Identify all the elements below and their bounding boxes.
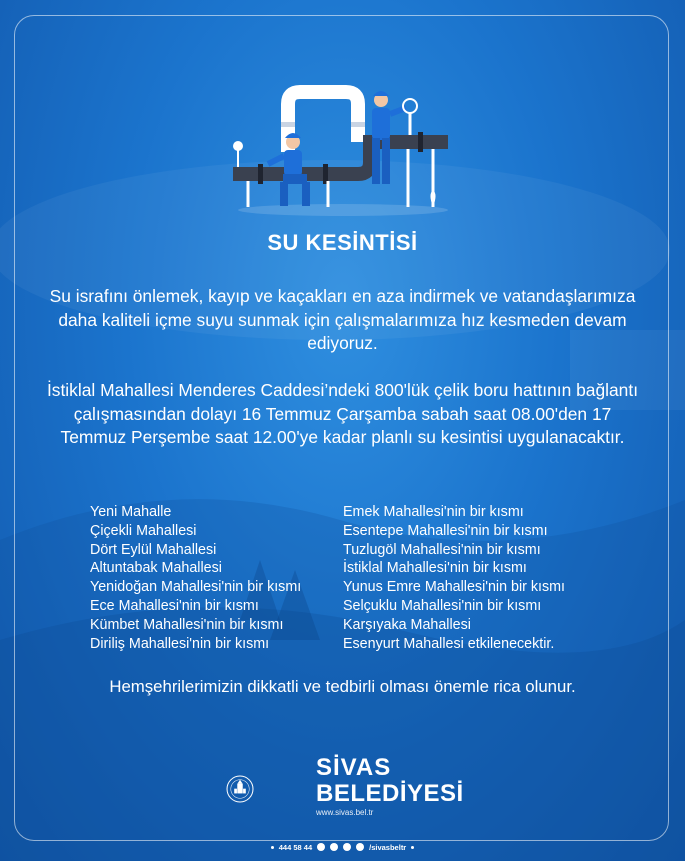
neighborhood-list-right <box>343 503 565 653</box>
list-item: Dört Eylül Mahallesi <box>90 541 217 558</box>
pipe-illustration <box>228 82 458 222</box>
social-handle[interactable]: /sivasbeltr <box>369 842 407 852</box>
intro-paragraph: Su israfını önlemek, kayıp ve kaçakları en aza indirmek ve vatandaşlarımıza daha kaliteli içme suyu sunmak için çalışmalarımıza hız kesmeden devam ediyoruz. <box>49 286 636 353</box>
list-item: Selçuklu Mahallesi'nin bir kısmı <box>343 597 542 614</box>
facebook-icon[interactable] <box>317 843 325 851</box>
website-link[interactable]: www.sivas.bel.tr <box>316 808 374 817</box>
logo-subtitle: BELEDİYESİ <box>316 780 464 807</box>
details-paragraph: İstiklal Mahallesi Menderes Caddesi’ndeki 800'lük çelik boru hattının bağlantı çalışmasından dolayı 16 Temmuz Çarşamba sabah saat 08.00'den 17 Temmuz Perşembe saat 12.00'ye kadar planlı su kesintisi uygulanacaktır. <box>46 380 639 447</box>
list-item: Altuntabak Mahallesi <box>90 560 222 577</box>
phone-number: 444 58 44 <box>278 842 313 852</box>
list-item: Yeni Mahalle <box>90 504 172 520</box>
youtube-icon[interactable] <box>356 843 364 851</box>
list-item: Kümbet Mahallesi'nin bir kısmı <box>90 616 284 633</box>
x-icon[interactable] <box>330 843 338 851</box>
list-item: Çiçekli Mahallesi <box>90 522 197 539</box>
list-item: Diriliş Mahallesi'nin bir kısmı <box>90 635 270 652</box>
page-title: SU KESİNTİSİ <box>267 230 418 255</box>
neighborhood-list-left <box>90 503 301 653</box>
list-item: İstiklal Mahallesi'nin bir kısmı <box>343 560 527 577</box>
list-item: Tuzlugöl Mahallesi'nin bir kısmı <box>343 541 541 558</box>
list-item: Ece Mahallesi'nin bir kısmı <box>90 597 259 614</box>
list-item: Karşıyaka Mahallesi <box>343 616 471 633</box>
footer <box>0 841 685 853</box>
instagram-icon[interactable] <box>343 843 351 851</box>
list-item: Esenyurt Mahallesi etkilenecektir. <box>343 635 555 652</box>
seal-icon <box>226 748 308 830</box>
valve-icon <box>403 99 417 135</box>
list-item: Yunus Emre Mahallesi'nin bir kısmı <box>343 579 566 596</box>
closing-note: Hemşehrilerimizin dikkatli ve tedbirli olması önemle rica olunur. <box>109 677 576 696</box>
list-item: Esentepe Mahallesi'nin bir kısmı <box>343 522 548 539</box>
list-item: Yenidoğan Mahallesi'nin bir kısmı <box>90 579 302 596</box>
list-item: Emek Mahallesi'nin bir kısmı <box>343 504 524 520</box>
logo-title: SİVAS <box>316 754 392 781</box>
